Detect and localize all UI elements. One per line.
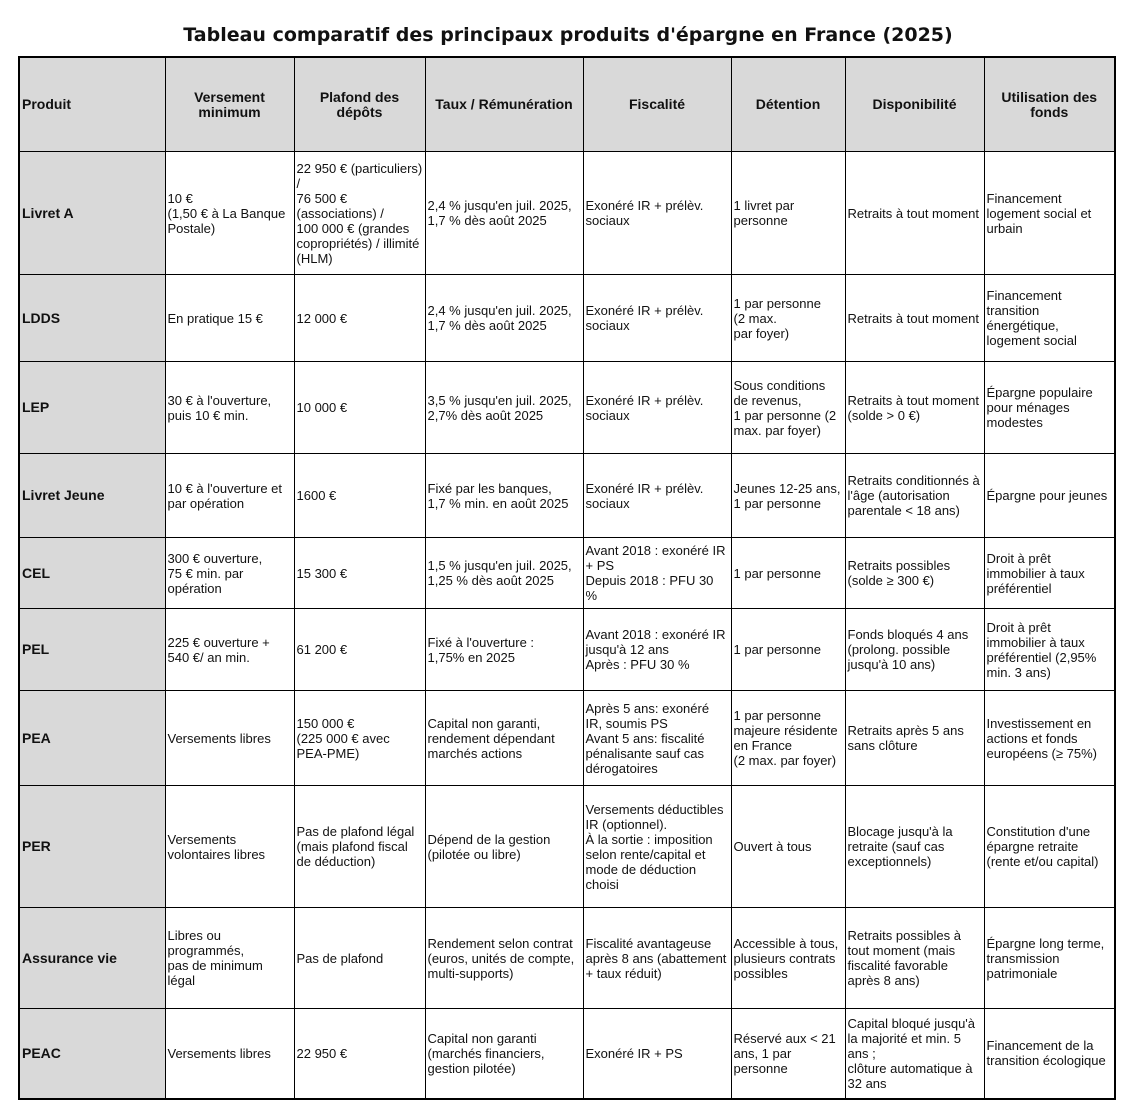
row-product-name: Assurance vie (19, 908, 165, 1009)
row-product-name: PEL (19, 609, 165, 691)
cell-utilisation-fonds: Constitution d'une épargne retraite (rente et/ou capital) (984, 786, 1115, 908)
cell-utilisation-fonds: Financement transition énergétique, logement social (984, 275, 1115, 362)
cell-versement-minimum: Libres ou programmés, pas de minimum légal (165, 908, 294, 1009)
row-product-name: Livret A (19, 152, 165, 275)
cell-fiscalite: Exonéré IR + PS (583, 1009, 731, 1099)
cell-plafond-depots: 1600 € (294, 454, 425, 538)
cell-fiscalite: Exonéré IR + prélèv. sociaux (583, 362, 731, 454)
cell-plafond-depots: 61 200 € (294, 609, 425, 691)
cell-disponibilite: Retraits à tout moment (845, 152, 984, 275)
cell-taux-remuneration: Dépend de la gestion (pilotée ou libre) (425, 786, 583, 908)
header-plafond-depots: Plafond des dépôts (294, 57, 425, 152)
cell-utilisation-fonds: Épargne long terme, transmission patrimoniale (984, 908, 1115, 1009)
cell-disponibilite: Retraits après 5 ans sans clôture (845, 691, 984, 786)
cell-versement-minimum: 225 € ouverture + 540 €/ an min. (165, 609, 294, 691)
cell-fiscalite: Versements déductibles IR (optionnel). À la sortie : imposition selon rente/capital et mode de déduction choisi (583, 786, 731, 908)
table-row (19, 152, 1115, 275)
cell-fiscalite: Exonéré IR + prélèv. sociaux (583, 275, 731, 362)
table-row (19, 786, 1115, 908)
cell-disponibilite: Fonds bloqués 4 ans (prolong. possible jusqu'à 10 ans) (845, 609, 984, 691)
header-utilisation-fonds: Utilisation des fonds (984, 57, 1115, 152)
cell-detention: 1 livret par personne (731, 152, 845, 275)
table-row (19, 538, 1115, 609)
cell-utilisation-fonds: Épargne populaire pour ménages modestes (984, 362, 1115, 454)
table-row (19, 275, 1115, 362)
cell-detention: 1 par personne (2 max. par foyer) (731, 275, 845, 362)
cell-taux-remuneration: 1,5 % jusqu'en juil. 2025, 1,25 % dès août 2025 (425, 538, 583, 609)
row-product-name: PEAC (19, 1009, 165, 1099)
table-row (19, 609, 1115, 691)
cell-plafond-depots: 22 950 € (particuliers) / 76 500 € (associations) / 100 000 € (grandes copropriétés) / illimité (HLM) (294, 152, 425, 275)
cell-utilisation-fonds: Investissement en actions et fonds européens (≥ 75%) (984, 691, 1115, 786)
header-detention: Détention (731, 57, 845, 152)
cell-versement-minimum: 10 € à l'ouverture et par opération (165, 454, 294, 538)
table-row (19, 454, 1115, 538)
cell-utilisation-fonds: Droit à prêt immobilier à taux préférentiel (984, 538, 1115, 609)
row-product-name: LDDS (19, 275, 165, 362)
cell-disponibilite: Retraits à tout moment (845, 275, 984, 362)
cell-fiscalite: Avant 2018 : exonéré IR + PS Depuis 2018 : PFU 30 % (583, 538, 731, 609)
cell-plafond-depots: 150 000 € (225 000 € avec PEA-PME) (294, 691, 425, 786)
cell-detention: 1 par personne (731, 609, 845, 691)
table-row (19, 691, 1115, 786)
cell-taux-remuneration: Capital non garanti (marchés financiers, gestion pilotée) (425, 1009, 583, 1099)
header-row (19, 57, 1115, 152)
comparison-table (18, 56, 1116, 1100)
cell-plafond-depots: Pas de plafond légal (mais plafond fiscal de déduction) (294, 786, 425, 908)
cell-taux-remuneration: 3,5 % jusqu'en juil. 2025, 2,7% dès août 2025 (425, 362, 583, 454)
row-product-name: Livret Jeune (19, 454, 165, 538)
cell-versement-minimum: 30 € à l'ouverture, puis 10 € min. (165, 362, 294, 454)
table-row (19, 908, 1115, 1009)
cell-fiscalite: Fiscalité avantageuse après 8 ans (abattement + taux réduit) (583, 908, 731, 1009)
row-product-name: LEP (19, 362, 165, 454)
cell-plafond-depots: 10 000 € (294, 362, 425, 454)
cell-fiscalite: Après 5 ans: exonéré IR, soumis PS Avant 5 ans: fiscalité pénalisante sauf cas dérogatoires (583, 691, 731, 786)
cell-plafond-depots: 22 950 € (294, 1009, 425, 1099)
cell-taux-remuneration: Rendement selon contrat (euros, unités de compte, multi-supports) (425, 908, 583, 1009)
header-taux-remuneration: Taux / Rémunération (425, 57, 583, 152)
cell-versement-minimum: En pratique 15 € (165, 275, 294, 362)
cell-versement-minimum: Versements volontaires libres (165, 786, 294, 908)
cell-fiscalite: Exonéré IR + prélèv. sociaux (583, 454, 731, 538)
cell-disponibilite: Blocage jusqu'à la retraite (sauf cas exceptionnels) (845, 786, 984, 908)
cell-utilisation-fonds: Droit à prêt immobilier à taux préférentiel (2,95% min. 3 ans) (984, 609, 1115, 691)
cell-utilisation-fonds: Financement de la transition écologique (984, 1009, 1115, 1099)
cell-taux-remuneration: Fixé par les banques, 1,7 % min. en août 2025 (425, 454, 583, 538)
cell-detention: Réservé aux < 21 ans, 1 par personne (731, 1009, 845, 1099)
cell-disponibilite: Retraits possibles (solde ≥ 300 €) (845, 538, 984, 609)
cell-taux-remuneration: Fixé à l'ouverture : 1,75% en 2025 (425, 609, 583, 691)
cell-versement-minimum: Versements libres (165, 1009, 294, 1099)
table-row (19, 1009, 1115, 1099)
cell-detention: Jeunes 12-25 ans, 1 par personne (731, 454, 845, 538)
header-fiscalite: Fiscalité (583, 57, 731, 152)
cell-versement-minimum: Versements libres (165, 691, 294, 786)
cell-plafond-depots: 12 000 € (294, 275, 425, 362)
cell-fiscalite: Exonéré IR + prélèv. sociaux (583, 152, 731, 275)
cell-disponibilite: Retraits conditionnés à l'âge (autorisation parentale < 18 ans) (845, 454, 984, 538)
header-produit: Produit (19, 57, 165, 152)
cell-taux-remuneration: Capital non garanti, rendement dépendant marchés actions (425, 691, 583, 786)
cell-detention: 1 par personne (731, 538, 845, 609)
cell-detention: 1 par personne majeure résidente en France (2 max. par foyer) (731, 691, 845, 786)
cell-versement-minimum: 300 € ouverture, 75 € min. par opération (165, 538, 294, 609)
header-disponibilite: Disponibilité (845, 57, 984, 152)
cell-taux-remuneration: 2,4 % jusqu'en juil. 2025, 1,7 % dès août 2025 (425, 152, 583, 275)
table-row (19, 362, 1115, 454)
cell-plafond-depots: Pas de plafond (294, 908, 425, 1009)
row-product-name: CEL (19, 538, 165, 609)
row-product-name: PEA (19, 691, 165, 786)
page-title: Tableau comparatif des principaux produits d'épargne en France (2025) (183, 24, 953, 46)
cell-fiscalite: Avant 2018 : exonéré IR jusqu'à 12 ans Après : PFU 30 % (583, 609, 731, 691)
header-versement-minimum: Versement minimum (165, 57, 294, 152)
cell-utilisation-fonds: Épargne pour jeunes (984, 454, 1115, 538)
cell-versement-minimum: 10 € (1,50 € à La Banque Postale) (165, 152, 294, 275)
cell-detention: Ouvert à tous (731, 786, 845, 908)
cell-plafond-depots: 15 300 € (294, 538, 425, 609)
cell-utilisation-fonds: Financement logement social et urbain (984, 152, 1115, 275)
cell-disponibilite: Retraits possibles à tout moment (mais fiscalité favorable après 8 ans) (845, 908, 984, 1009)
cell-detention: Accessible à tous, plusieurs contrats possibles (731, 908, 845, 1009)
cell-taux-remuneration: 2,4 % jusqu'en juil. 2025, 1,7 % dès août 2025 (425, 275, 583, 362)
cell-disponibilite: Capital bloqué jusqu'à la majorité et min. 5 ans ; clôture automatique à 32 ans (845, 1009, 984, 1099)
cell-detention: Sous conditions de revenus, 1 par personne (2 max. par foyer) (731, 362, 845, 454)
row-product-name: PER (19, 786, 165, 908)
cell-disponibilite: Retraits à tout moment (solde > 0 €) (845, 362, 984, 454)
